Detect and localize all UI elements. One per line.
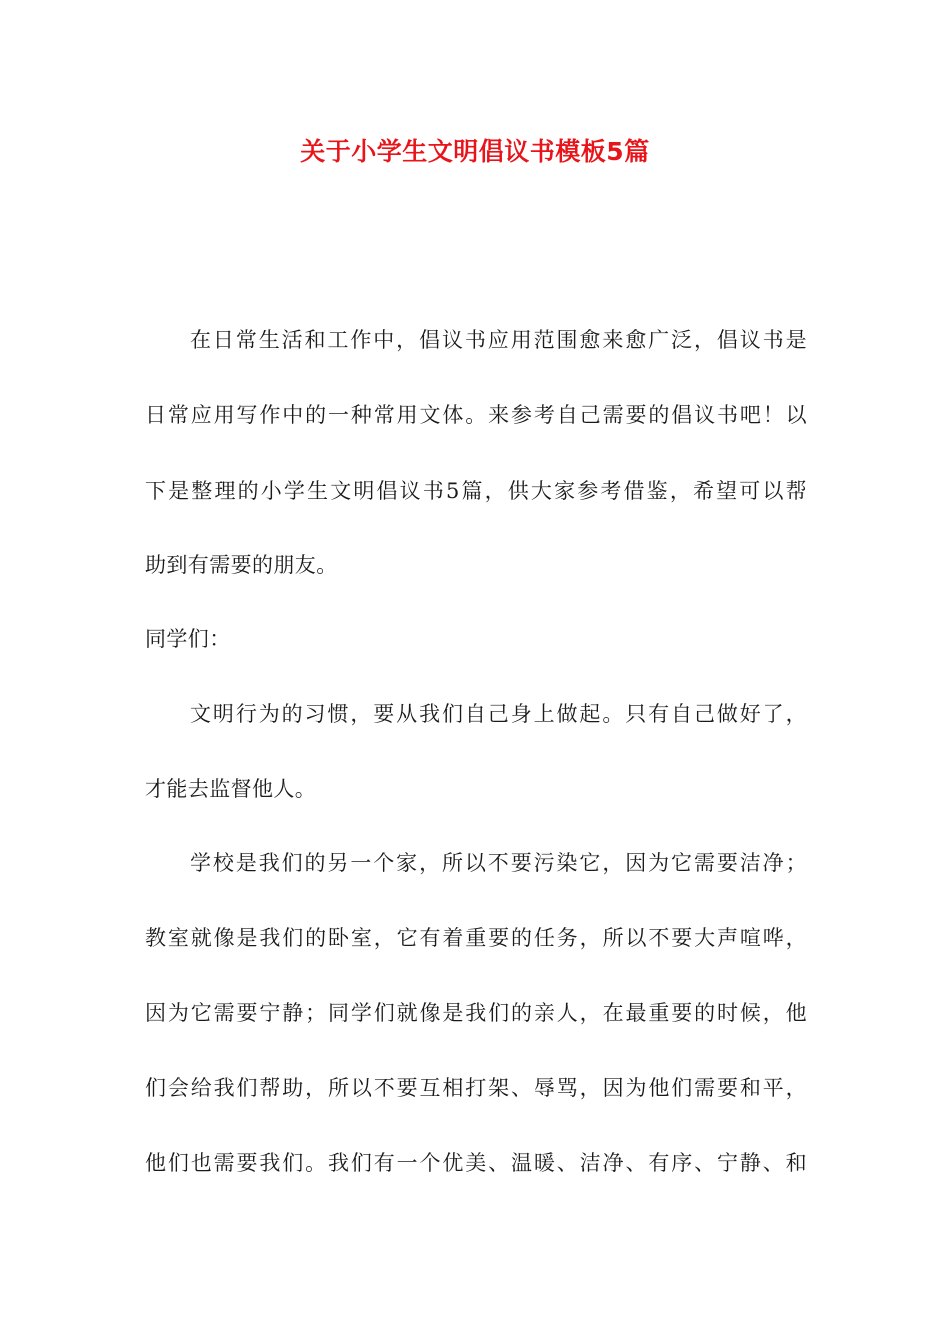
paragraph-line: 们会给我们帮助，所以不要互相打架、辱骂，因为他们需要和平， (145, 1076, 807, 1100)
paragraph-line: 他们也需要我们。我们有一个优美、温暖、洁净、有序、宁静、和 (145, 1151, 807, 1175)
salutation: 同学们： (145, 627, 231, 651)
paragraph-line: 教室就像是我们的卧室，它有着重要的任务，所以不要大声喧哗， (145, 926, 807, 950)
paragraph-line: 才能去监督他人。 (145, 777, 317, 801)
paragraph-line: 在日常生活和工作中，倡议书应用范围愈来愈广泛，倡议书是 (190, 328, 807, 352)
paragraph-line: 下是整理的小学生文明倡议书5篇，供大家参考借鉴，希望可以帮 (145, 479, 807, 503)
paragraph-line: 学校是我们的另一个家，所以不要污染它，因为它需要洁净； (190, 851, 807, 875)
paragraph-line: 文明行为的习惯，要从我们自己身上做起。只有自己做好了， (190, 702, 807, 726)
paragraph-line: 因为它需要宁静；同学们就像是我们的亲人，在最重要的时候，他 (145, 1001, 807, 1025)
paragraph-line: 助到有需要的朋友。 (145, 553, 338, 577)
document-title: 关于小学生文明倡议书模板5篇 (300, 137, 650, 166)
paragraph-line: 日常应用写作中的一种常用文体。来参考自己需要的倡议书吧！以 (145, 403, 807, 427)
